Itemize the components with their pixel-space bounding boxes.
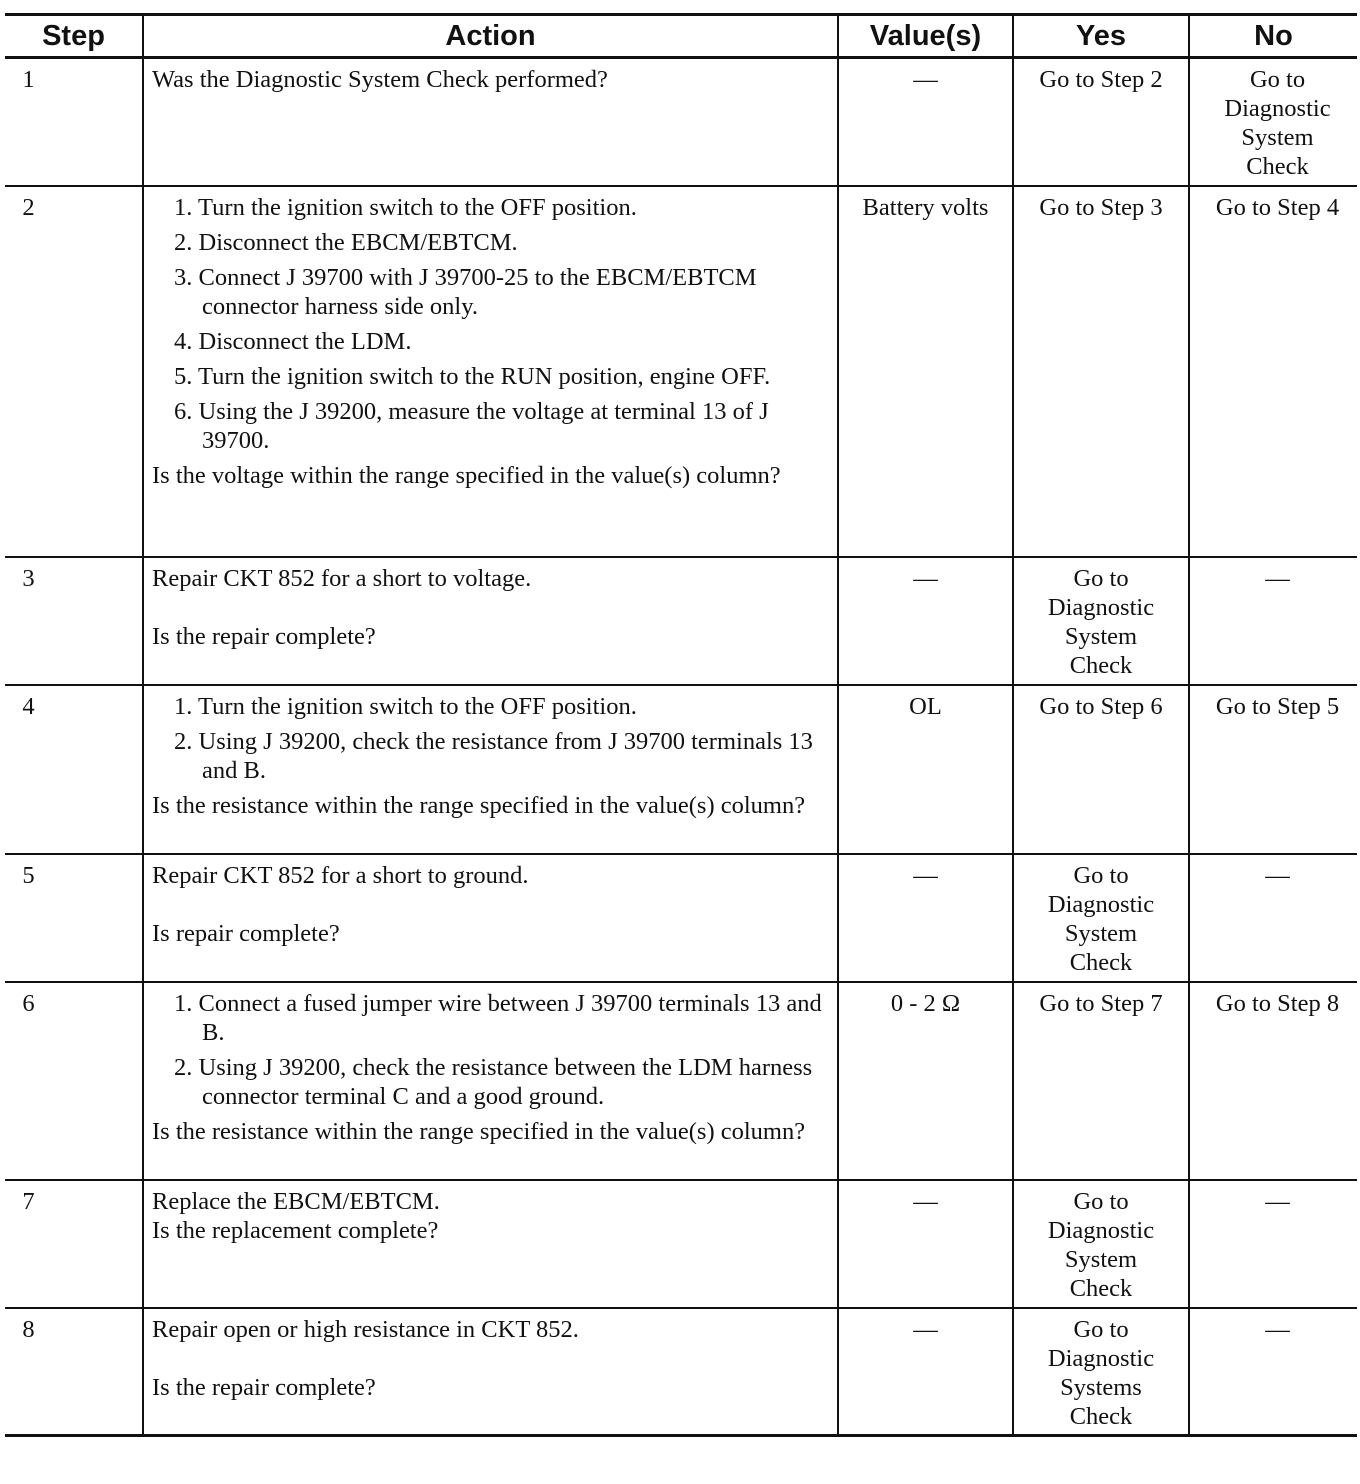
header-step: Step [5,15,143,58]
action-step: 2. Using J 39200, check the resistance from J 39700 terminals 13 and B. [174,727,813,784]
yes-line: Go to [1073,1187,1129,1215]
action-question: Is the voltage within the range specified in the value(s) column? [152,461,781,489]
yes-line: System [1064,1245,1138,1273]
no-line: Go to [1249,66,1306,93]
action-question: Was the Diagnostic System Check performed? [152,66,608,93]
table-row [5,1180,1357,1308]
yes-line: Diagnostic [1047,1344,1155,1372]
value-cell: — [838,854,1013,982]
action-question: Is the repair complete? [152,1373,376,1401]
yes-cell [1013,557,1189,685]
action-cell [143,186,838,557]
no-cell [1189,1308,1357,1436]
value-cell: — [838,1180,1013,1308]
yes-line: Check [1069,948,1133,976]
table-row [5,186,1357,557]
step-cell: 5 [5,854,143,982]
no-cell [1189,982,1357,1180]
yes-line: Diagnostic [1047,1216,1155,1244]
step-cell: 3 [5,557,143,685]
action-steps [152,692,829,785]
yes-line: Check [1069,1274,1133,1302]
value-cell: — [838,58,1013,186]
yes-line: Diagnostic [1047,890,1155,918]
yes-line: Go to Step 6 [1039,692,1163,720]
action-step: 2. Using J 39200, check the resistance between the LDM harness connector terminal C and a good ground. [174,1053,813,1110]
action-statement: Replace the EBCM/EBTCM. [152,1187,440,1215]
no-cell [1189,685,1357,854]
header-no: No [1189,15,1357,58]
action-cell [143,557,838,685]
no-line: Go to Step 4 [1215,193,1340,221]
yes-cell [1013,1180,1189,1308]
no-line: System [1241,124,1314,151]
yes-cell [1013,58,1189,186]
header-yes: Yes [1013,15,1189,58]
action-cell [143,982,838,1180]
action-statement: Repair open or high resistance in CKT 852. [152,1315,579,1343]
value-cell: OL [838,685,1013,854]
table-row [5,854,1357,982]
yes-line: Systems [1060,1373,1142,1401]
yes-line: Check [1069,1402,1133,1430]
action-steps [152,193,829,455]
action-statement: Repair CKT 852 for a short to voltage. [152,564,532,592]
header-action: Action [143,15,838,58]
action-question: Is the replacement complete? [152,1216,439,1244]
yes-line: Go to Step 7 [1039,989,1163,1017]
table-row [5,685,1357,854]
yes-line: Go to [1073,861,1129,889]
action-question: Is the resistance within the range specified in the value(s) column? [152,791,806,819]
yes-line: Go to Step 2 [1039,66,1163,93]
action-step: 1. Connect a fused jumper wire between J 39700 terminals 13 and B. [174,989,822,1046]
no-cell [1189,186,1357,557]
yes-line: Go to [1073,1315,1129,1343]
value-cell: 0 - 2 Ω [838,982,1013,1180]
value-cell: Battery volts [838,186,1013,557]
action-question: Is the repair complete? [152,622,376,650]
diagnostic-table [5,13,1357,1437]
action-step: 1. Turn the ignition switch to the OFF position. [174,193,637,221]
no-line: — [1265,861,1290,889]
no-line: Check [1246,153,1309,180]
table-row [5,58,1357,186]
no-line: — [1265,564,1290,592]
action-cell [143,854,838,982]
yes-cell [1013,854,1189,982]
step-cell: 1 [5,58,143,186]
table-row [5,557,1357,685]
action-step: 1. Turn the ignition switch to the OFF position. [174,692,637,720]
value-cell: — [838,557,1013,685]
action-question: Is repair complete? [152,919,340,947]
header-row [5,15,1357,58]
yes-line: Diagnostic [1047,593,1155,621]
header-values: Value(s) [838,15,1013,58]
action-cell [143,1180,838,1308]
action-step: 6. Using the J 39200, measure the voltage at terminal 13 of J 39700. [174,397,769,454]
step-cell: 6 [5,982,143,1180]
step-cell: 8 [5,1308,143,1436]
yes-cell [1013,1308,1189,1436]
action-question: Is the resistance within the range specified in the value(s) column? [152,1117,806,1145]
table-row [5,982,1357,1180]
no-line: Go to Step 8 [1215,989,1340,1017]
step-cell: 7 [5,1180,143,1308]
yes-line: System [1064,622,1138,650]
table-row [5,1308,1357,1436]
action-step: 4. Disconnect the LDM. [174,327,412,355]
no-line: Diagnostic [1224,95,1331,122]
step-cell: 2 [5,186,143,557]
yes-line: Go to Step 3 [1039,193,1163,221]
yes-cell [1013,685,1189,854]
no-line: Go to Step 5 [1215,692,1340,720]
value-cell: — [838,1308,1013,1436]
yes-line: Go to [1073,564,1129,592]
action-step: 2. Disconnect the EBCM/EBTCM. [174,228,518,256]
action-statement: Repair CKT 852 for a short to ground. [152,861,529,889]
action-cell [143,58,838,186]
yes-line: System [1064,919,1138,947]
no-cell [1189,58,1357,186]
step-cell: 4 [5,685,143,854]
yes-cell [1013,186,1189,557]
action-cell [143,1308,838,1436]
no-cell [1189,854,1357,982]
yes-line: Check [1069,651,1133,679]
action-steps [152,989,829,1111]
action-step: 3. Connect J 39700 with J 39700-25 to the EBCM/EBTCM connector harness side only. [174,263,757,320]
no-cell [1189,1180,1357,1308]
no-cell [1189,557,1357,685]
yes-cell [1013,982,1189,1180]
action-step: 5. Turn the ignition switch to the RUN position, engine OFF. [174,362,771,390]
action-cell [143,685,838,854]
no-line: — [1265,1315,1290,1343]
no-line: — [1265,1187,1290,1215]
